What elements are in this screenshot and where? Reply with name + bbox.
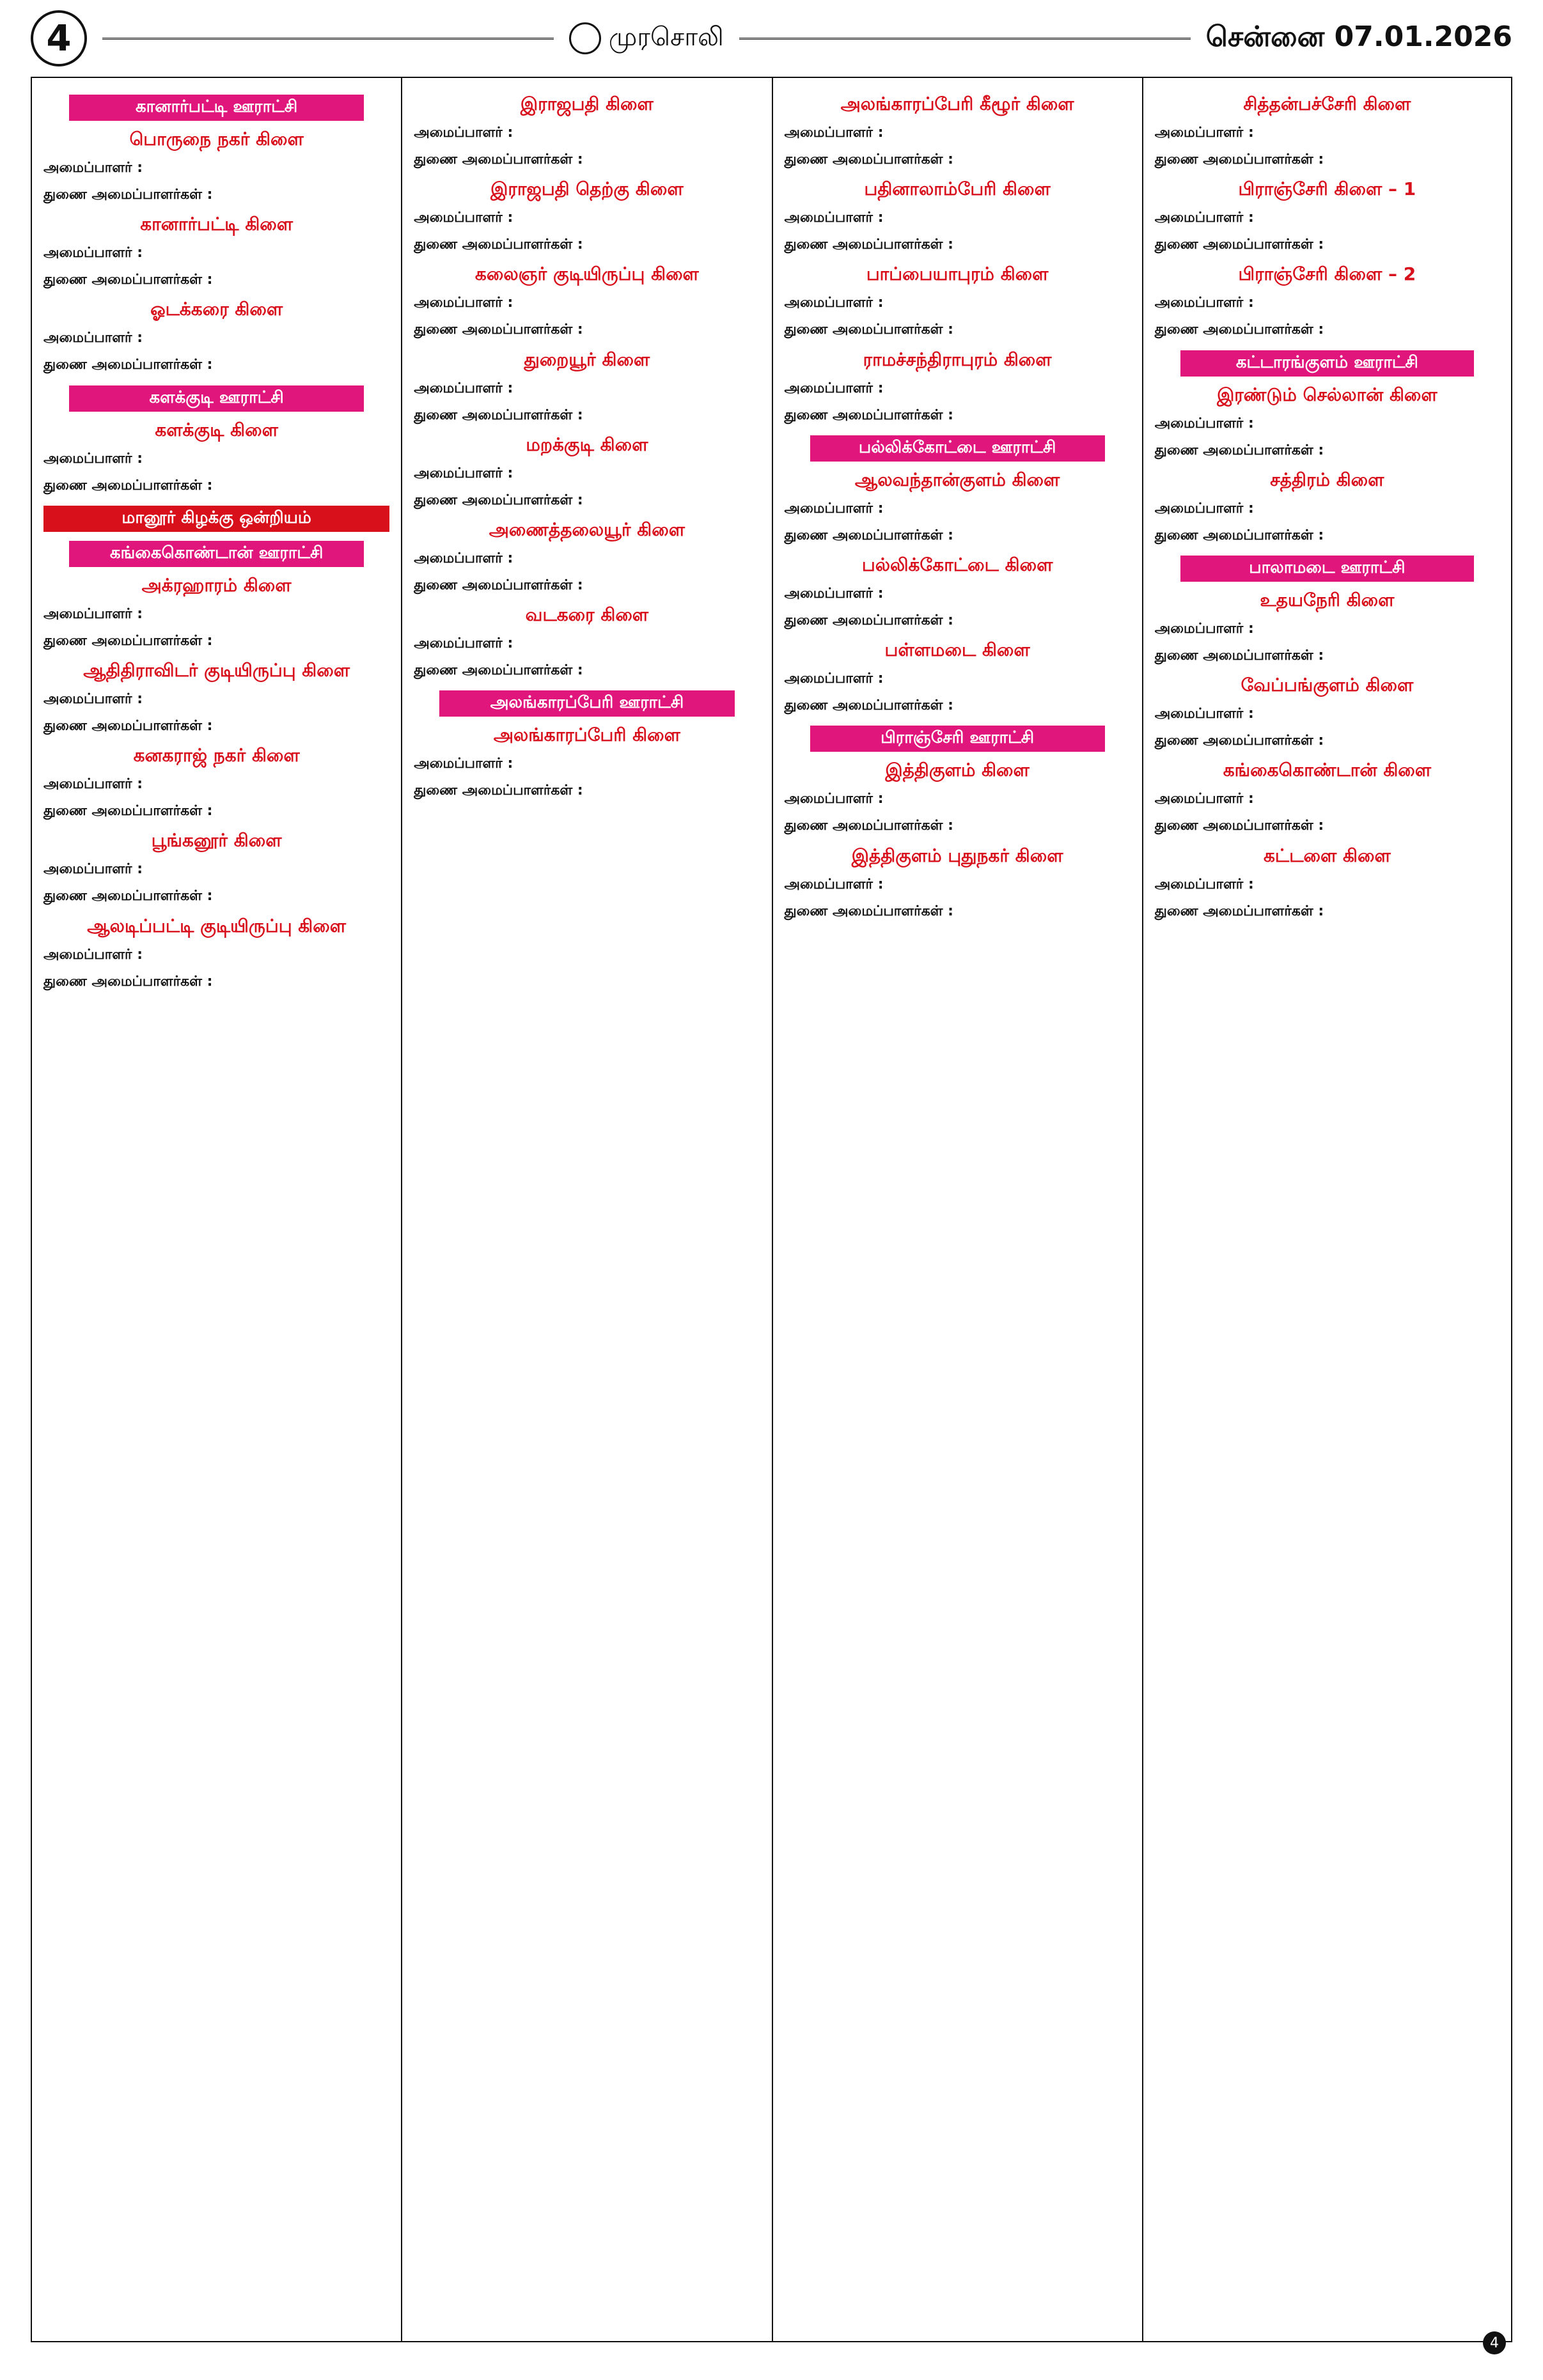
- listing-label: துணை அமைப்பாளர்கள் :: [784, 903, 953, 919]
- listing-entry: [1155, 413, 1500, 435]
- listing-entry: [785, 319, 1131, 341]
- listing-label: அமைப்பாளர் :: [43, 861, 143, 878]
- listing-label: அமைப்பாளர் :: [43, 690, 143, 707]
- listing-entry: [785, 901, 1131, 922]
- listing-label: துணை அமைப்பாளர்கள் :: [784, 818, 953, 834]
- listing-entry: [414, 780, 760, 802]
- listing-label: துணை அமைப்பாளர்கள் :: [414, 322, 583, 338]
- rising-sun-logo-icon: [569, 22, 601, 54]
- listing-label: அமைப்பாளர் :: [784, 295, 884, 311]
- listing-entry: [1155, 901, 1500, 922]
- listing-entry: [414, 234, 760, 256]
- listing-label: துணை அமைப்பாளர்கள் :: [1154, 648, 1324, 664]
- listing-entry: [785, 583, 1131, 605]
- listing-label: அமைப்பாளர் :: [784, 380, 884, 396]
- listing-entry: [414, 753, 760, 775]
- listing-entry: [1155, 788, 1500, 810]
- branch-heading: சத்திரம் கிளை: [1270, 469, 1384, 490]
- listing-entry: [1155, 292, 1500, 314]
- listing-entry: [1155, 525, 1500, 547]
- branch-heading: களக்குடி கிளை: [155, 419, 278, 440]
- listing-entry: [414, 292, 760, 314]
- columns-grid: [31, 77, 1512, 2342]
- listing-entry: [43, 885, 389, 907]
- branch-heading: பல்லிக்கோட்டை கிளை: [861, 554, 1053, 575]
- listing-label: அமைப்பாளர் :: [784, 876, 884, 892]
- listing-entry: [785, 498, 1131, 520]
- paper-name: [569, 22, 724, 55]
- listing-label: அமைப்பாளர் :: [414, 125, 513, 141]
- branch-heading: பூங்கனூர் கிளை: [151, 830, 282, 852]
- footer-page-number: 4: [1483, 2331, 1506, 2354]
- listing-entry: [785, 207, 1131, 229]
- listing-entry: [43, 774, 389, 795]
- listing-entry: [1155, 207, 1500, 229]
- listing-label: துணை அமைப்பாளர்கள் :: [43, 272, 213, 288]
- listing-entry: [43, 448, 389, 470]
- branch-heading: ஆதிதிராவிடர் குடியிருப்பு கிளை: [83, 659, 350, 681]
- listing-label: அமைப்பாளர் :: [414, 756, 513, 772]
- date: 07.01.2026: [1334, 20, 1512, 53]
- branch-heading: துறையூர் கிளை: [524, 348, 650, 370]
- branch-heading: பிராஞ்சேரி கிளை – 1: [1238, 178, 1416, 200]
- listing-label: துணை அமைப்பாளர்கள் :: [414, 492, 583, 508]
- listing-label: அமைப்பாளர் :: [784, 125, 884, 141]
- branch-heading: அலங்காரப்பேரி கிளை: [493, 724, 680, 746]
- branch-heading: அலங்காரப்பேரி கீழூர் கிளை: [840, 93, 1074, 114]
- listing-label: அமைப்பாளர் :: [414, 550, 513, 566]
- listing-label: துணை அமைப்பாளர்கள் :: [784, 527, 953, 543]
- listing-label: அமைப்பாளர் :: [414, 210, 513, 226]
- listing-entry: [43, 944, 389, 966]
- listing-label: துணை அமைப்பாளர்கள் :: [43, 718, 213, 735]
- branch-heading: கானார்பட்டி கிளை: [140, 214, 294, 235]
- listing-entry: [1155, 645, 1500, 667]
- listing-label: அமைப்பாளர் :: [414, 635, 513, 652]
- listing-entry: [414, 378, 760, 400]
- section-banner: மானூர் கிழக்கு ஒன்றியம்: [43, 506, 389, 532]
- listing-label: அமைப்பாளர் :: [414, 295, 513, 311]
- section-banner: பாலாமடை ஊராட்சி: [1180, 556, 1474, 582]
- section-banner: அலங்காரப்பேரி ஊராட்சி: [439, 690, 734, 717]
- listing-label: அமைப்பாளர் :: [43, 330, 143, 346]
- listing-entry: [43, 157, 389, 179]
- page-number: 4: [31, 10, 87, 66]
- listing-entry: [785, 149, 1131, 171]
- listing-label: துணை அமைப்பாளர்கள் :: [43, 888, 213, 905]
- branch-heading: ஓடக்கரை கிளை: [150, 299, 283, 320]
- listing-label: அமைப்பாளர் :: [784, 210, 884, 226]
- listing-label: அமைப்பாளர் :: [784, 500, 884, 517]
- listing-label: துணை அமைப்பாளர்கள் :: [414, 662, 583, 679]
- section-banner: கட்டாரங்குளம் ஊராட்சி: [1180, 350, 1474, 377]
- listing-entry: [43, 184, 389, 206]
- listing-label: அமைப்பாளர் :: [1154, 500, 1254, 517]
- listing-label: அமைப்பாளர் :: [1154, 791, 1254, 807]
- listing-entry: [414, 548, 760, 570]
- section-banner: பிராஞ்சேரி ஊராட்சி: [810, 726, 1105, 752]
- listing-label: அமைப்பாளர் :: [784, 671, 884, 687]
- place-date: [1206, 20, 1512, 57]
- listing-label: துணை அமைப்பாளர்கள் :: [1154, 152, 1324, 168]
- column-1: [31, 78, 401, 2341]
- branch-heading: இத்திகுளம் புதுநகர் கிளை: [851, 844, 1063, 866]
- listing-entry: [43, 800, 389, 822]
- listing-label: அமைப்பாளர் :: [43, 245, 143, 261]
- listing-label: அமைப்பாளர் :: [1154, 415, 1254, 432]
- listing-label: துணை அமைப்பாளர்கள் :: [414, 152, 583, 168]
- listing-label: துணை அமைப்பாளர்கள் :: [414, 407, 583, 423]
- listing-entry: [785, 874, 1131, 896]
- listing-label: துணை அமைப்பாளர்கள் :: [784, 407, 953, 423]
- listing-label: அமைப்பாளர் :: [43, 160, 143, 176]
- listing-label: துணை அமைப்பாளர்கள் :: [1154, 527, 1324, 543]
- listing-entry: [1155, 874, 1500, 896]
- listing-entry: [1155, 149, 1500, 171]
- listing-label: துணை அமைப்பாளர்கள் :: [43, 803, 213, 820]
- branch-heading: சித்தன்பச்சேரி கிளை: [1243, 93, 1411, 114]
- listing-label: துணை அமைப்பாளர்கள் :: [784, 322, 953, 338]
- branch-heading: பாப்பையாபுரம் கிளை: [866, 263, 1049, 285]
- branch-heading: வடகரை கிளை: [525, 604, 649, 626]
- listing-label: அமைப்பாளர் :: [1154, 706, 1254, 722]
- listing-entry: [1155, 319, 1500, 341]
- listing-entry: [414, 207, 760, 229]
- branch-heading: வேப்பங்குளம் கிளை: [1241, 674, 1414, 696]
- listing-label: அமைப்பாளர் :: [43, 946, 143, 963]
- listing-entry: [414, 149, 760, 171]
- branch-heading: இத்திகுளம் கிளை: [885, 759, 1030, 781]
- listing-label: அமைப்பாளர் :: [1154, 620, 1254, 637]
- listing-label: அமைப்பாளர் :: [784, 585, 884, 602]
- listing-entry: [414, 660, 760, 681]
- listing-label: அமைப்பாளர் :: [1154, 210, 1254, 226]
- listing-entry: [785, 610, 1131, 632]
- listing-label: அமைப்பாளர் :: [414, 465, 513, 481]
- listing-entry: [43, 971, 389, 993]
- branch-heading: அணைத்தலையூர் கிளை: [489, 518, 685, 540]
- listing-entry: [43, 327, 389, 349]
- listing-label: அமைப்பாளர் :: [43, 605, 143, 622]
- listing-entry: [785, 378, 1131, 400]
- branch-heading: ஆலவந்தான்குளம் கிளை: [854, 469, 1060, 490]
- branch-heading: பள்ளமடை கிளை: [884, 639, 1030, 661]
- branch-heading: கனகராஜ் நகர் கிளை: [133, 745, 300, 766]
- listing-label: துணை அமைப்பாளர்கள் :: [414, 577, 583, 594]
- masthead-rule-left: [102, 38, 554, 40]
- listing-entry: [785, 525, 1131, 547]
- branch-heading: உதயநேரி கிளை: [1260, 589, 1395, 611]
- column-3: [772, 78, 1142, 2341]
- listing-entry: [785, 122, 1131, 144]
- listing-entry: [414, 405, 760, 426]
- branch-heading: கலைஞர் குடியிருப்பு கிளை: [474, 263, 699, 285]
- listing-label: துணை அமைப்பாளர்கள் :: [414, 782, 583, 799]
- listing-entry: [43, 630, 389, 652]
- listing-entry: [1155, 703, 1500, 725]
- place: சென்னை: [1205, 20, 1325, 53]
- section-banner: பல்லிக்கோட்டை ஊராட்சி: [810, 435, 1105, 462]
- section-banner: கங்கைகொண்டான் ஊராட்சி: [69, 541, 364, 567]
- section-banner: களக்குடி ஊராட்சி: [69, 385, 364, 412]
- listing-entry: [785, 695, 1131, 717]
- listing-entry: [785, 668, 1131, 690]
- listing-label: துணை அமைப்பாளர்கள் :: [1154, 237, 1324, 253]
- listing-entry: [785, 815, 1131, 837]
- branch-heading: மறக்குடி கிளை: [526, 433, 648, 455]
- listing-entry: [43, 715, 389, 737]
- listing-entry: [1155, 440, 1500, 462]
- branch-heading: இராஜபதி தெற்கு கிளை: [490, 178, 684, 200]
- listing-label: துணை அமைப்பாளர்கள் :: [43, 973, 213, 990]
- listing-entry: [43, 354, 389, 376]
- listing-label: துணை அமைப்பாளர்கள் :: [43, 477, 213, 494]
- branch-heading: பதினாலாம்பேரி கிளை: [864, 178, 1051, 200]
- listing-label: துணை அமைப்பாளர்கள் :: [1154, 442, 1324, 458]
- listing-label: அமைப்பாளர் :: [43, 776, 143, 793]
- listing-label: அமைப்பாளர் :: [784, 791, 884, 807]
- branch-heading: கங்கைகொண்டான் கிளை: [1223, 759, 1432, 781]
- branch-heading: ஆலடிப்பட்டி குடியிருப்பு கிளை: [87, 915, 346, 937]
- listing-entry: [1155, 815, 1500, 837]
- column-4: [1142, 78, 1512, 2341]
- listing-entry: [43, 475, 389, 497]
- branch-heading: இரண்டும் செல்லான் கிளை: [1217, 384, 1437, 405]
- listing-entry: [1155, 730, 1500, 752]
- listing-entry: [414, 122, 760, 144]
- listing-entry: [414, 319, 760, 341]
- column-2: [401, 78, 771, 2341]
- masthead: [0, 0, 1543, 77]
- listing-label: அமைப்பாளர் :: [43, 450, 143, 467]
- listing-entry: [785, 405, 1131, 426]
- listing-label: துணை அமைப்பாளர்கள் :: [1154, 818, 1324, 834]
- listing-label: துணை அமைப்பாளர்கள் :: [784, 697, 953, 714]
- listing-label: அமைப்பாளர் :: [1154, 876, 1254, 892]
- listing-label: அமைப்பாளர் :: [1154, 125, 1254, 141]
- listing-entry: [1155, 234, 1500, 256]
- branch-heading: அக்ரஹாரம் கிளை: [141, 574, 292, 596]
- listing-entry: [414, 490, 760, 511]
- branch-heading: பொருநை நகர் கிளை: [129, 128, 304, 150]
- listing-label: துணை அமைப்பாளர்கள் :: [414, 237, 583, 253]
- listing-entry: [1155, 618, 1500, 640]
- listing-entry: [785, 292, 1131, 314]
- listing-label: துணை அமைப்பாளர்கள் :: [1154, 733, 1324, 749]
- paper-name-text: முரசொலி: [608, 22, 724, 52]
- listing-entry: [43, 688, 389, 710]
- listing-entry: [414, 463, 760, 485]
- listing-label: அமைப்பாளர் :: [1154, 295, 1254, 311]
- listing-entry: [414, 575, 760, 596]
- listing-entry: [43, 269, 389, 291]
- listing-label: துணை அமைப்பாளர்கள் :: [1154, 903, 1324, 919]
- branch-heading: ராமச்சந்திராபுரம் கிளை: [863, 348, 1052, 370]
- listing-label: துணை அமைப்பாளர்கள் :: [43, 632, 213, 649]
- section-banner: கானார்பட்டி ஊராட்சி: [69, 95, 364, 121]
- listing-label: துணை அமைப்பாளர்கள் :: [784, 152, 953, 168]
- listing-entry: [414, 633, 760, 655]
- listing-entry: [43, 859, 389, 880]
- listing-entry: [785, 234, 1131, 256]
- masthead-rule-right: [739, 38, 1191, 40]
- listing-label: துணை அமைப்பாளர்கள் :: [784, 612, 953, 629]
- listing-entry: [1155, 122, 1500, 144]
- listing-entry: [1155, 498, 1500, 520]
- listing-entry: [43, 603, 389, 625]
- listing-label: துணை அமைப்பாளர்கள் :: [43, 357, 213, 373]
- branch-heading: இராஜபதி கிளை: [520, 93, 654, 114]
- listing-label: துணை அமைப்பாளர்கள் :: [784, 237, 953, 253]
- listing-entry: [43, 242, 389, 264]
- listing-entry: [785, 788, 1131, 810]
- listing-label: துணை அமைப்பாளர்கள் :: [1154, 322, 1324, 338]
- listing-label: அமைப்பாளர் :: [414, 380, 513, 396]
- branch-heading: பிராஞ்சேரி கிளை – 2: [1238, 263, 1416, 285]
- listing-label: துணை அமைப்பாளர்கள் :: [43, 187, 213, 203]
- branch-heading: கட்டளை கிளை: [1264, 844, 1391, 866]
